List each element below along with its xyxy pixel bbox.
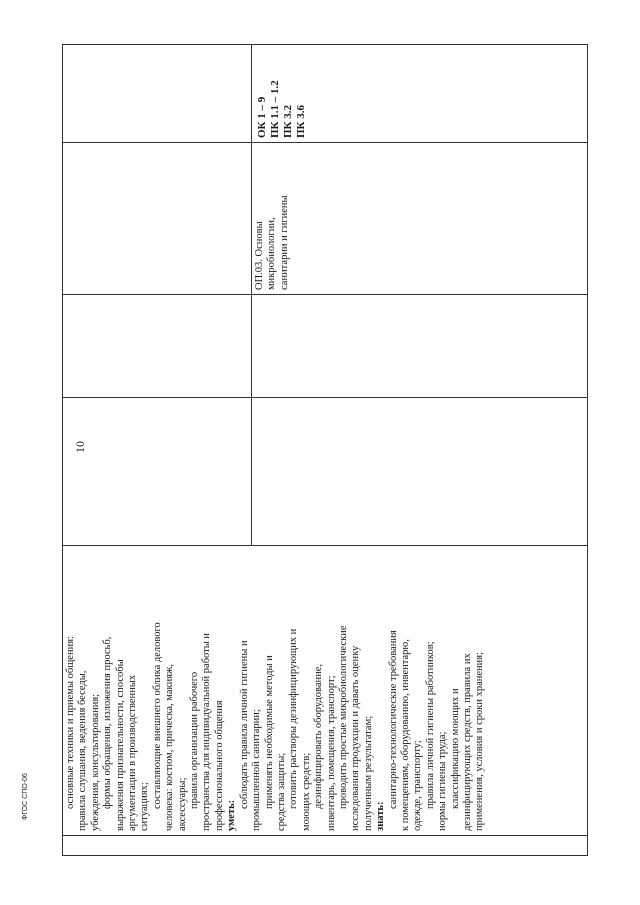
discipline-line: микробиологии, [266, 217, 278, 290]
table-row-upper [63, 45, 252, 856]
text-line: правила слушания, ведения беседы, [77, 670, 89, 831]
competency-codes [256, 49, 308, 138]
text-line: санитарно-технологические требования [387, 630, 399, 809]
footer-label: ФГОС СПО-06 [22, 773, 29, 820]
text-line: полученным результатам; [362, 715, 374, 831]
competency-code: ПК 1.1 – 1.2 [269, 80, 281, 138]
text-line: применять необходимые методы и [263, 655, 275, 809]
discipline-cell-upper [63, 143, 252, 295]
text-line: готовить растворы дезинфицирующих и [288, 628, 300, 809]
text-line: основные техники и приемы общения: [65, 636, 76, 809]
text-line: человека: костюм, прическа, макияж, [164, 664, 176, 831]
text-line: соблюдать правила личной гигиены и [238, 640, 250, 809]
text-line: классификацию моющих и [449, 688, 461, 809]
index-cell [63, 836, 588, 856]
competencies-cell-upper [63, 45, 252, 143]
text-line: аксессуары; [176, 777, 188, 831]
discipline-cell [252, 143, 588, 295]
text-line: моющих средств; [300, 752, 312, 831]
text-line: промышленной санитарии; [251, 709, 263, 831]
discipline-name [254, 147, 291, 290]
discipline-line: ОП.03. Основы [254, 221, 265, 290]
hours-class-cell [63, 295, 252, 398]
text-line: профессионального общения [213, 700, 225, 831]
page-number: 10 [73, 441, 87, 453]
competency-code: ПК 3.6 [295, 104, 307, 138]
text-line: средства защиты; [275, 752, 287, 831]
text-line: дезинфицировать оборудование, [313, 663, 325, 809]
text-line: правила личной гигиены работников; [424, 641, 436, 809]
hours-class-cell-2 [252, 295, 588, 398]
competency-code: ОК 1 – 9 [256, 96, 268, 138]
knowledge-list [388, 550, 487, 831]
requirements-cell [63, 546, 588, 836]
text-line: выражения признательности, способы [114, 659, 126, 831]
hours-max-cell-2 [252, 398, 588, 546]
hours-max-cell [63, 398, 252, 546]
text-line: ситуациях; [139, 782, 151, 831]
text-line: правила организации рабочего [189, 671, 201, 809]
text-line: аргументации в производственных [127, 674, 139, 831]
curriculum-table [62, 45, 581, 856]
umet-label: уметь: [226, 799, 238, 831]
text-line: исследования продукции и давать оценку [350, 645, 362, 831]
text-line: убеждения, консультирования; [89, 693, 101, 831]
text-line: одежде, транспорту; [412, 740, 424, 831]
text-line: инвентарь, помещения, транспорт; [325, 675, 337, 831]
text-line: к помещениям, оборудованию, инвентарю, [399, 639, 411, 831]
text-line: пространства для индивидуальной работы и [201, 632, 213, 831]
communication-list [65, 550, 226, 831]
text-line: нормы гигиены труда; [437, 731, 449, 831]
text-line: применения, условия и сроки хранения; [474, 652, 486, 831]
text-line: составляющие внешнего облика делового [151, 622, 163, 809]
skills-list [239, 550, 375, 831]
text-line: формы обращения, изложения просьб, [102, 636, 114, 809]
competency-code: ПК 3.2 [282, 104, 294, 138]
competencies-cell [252, 45, 588, 143]
text-line: дезинфицирующих средств, правила их [462, 653, 473, 831]
znat-label: знать: [375, 801, 387, 831]
discipline-line: санитарии и гигиены [278, 195, 290, 290]
text-line: проводить простые микробиологические [337, 625, 349, 809]
